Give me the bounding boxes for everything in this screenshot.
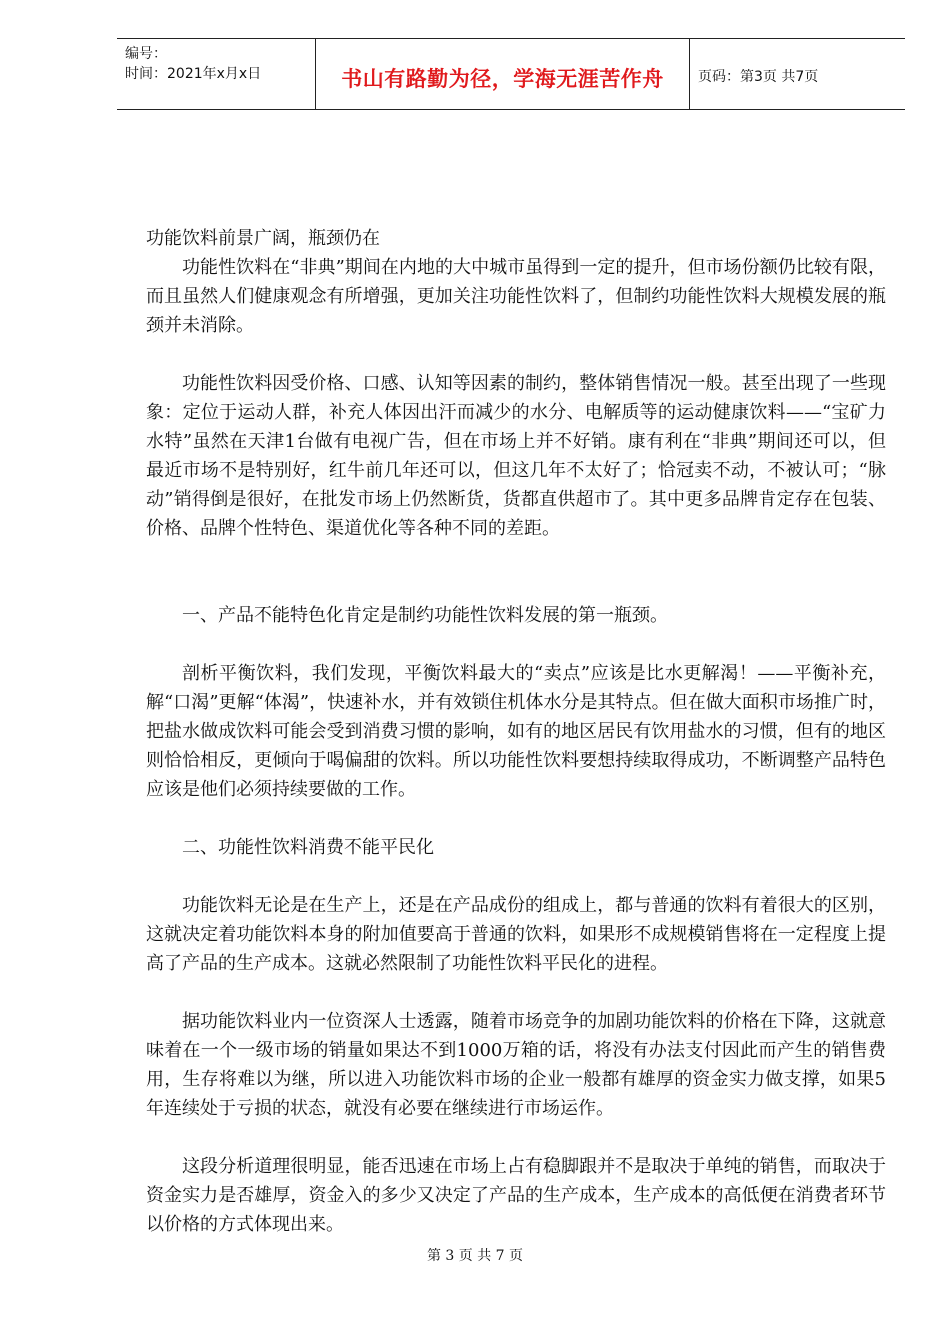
section-heading-1: 一、产品不能特色化肯定是制约功能性饮料发展的第一瓶颈。 — [182, 605, 668, 626]
paragraph-2: 功能性饮料因受价格、口感、认知等因素的制约，整体销售情况一般。甚至出现了一些现象：定位于运动人群，补充人体因出汗而减少的水分、电解质等的运动健康饮料——“宝矿力水特”虽然在天津1台做有电视广告，但在市场上并不好销。康有利在“非典”期间还可以，但最近市场不是特别好，红牛前几年还可以，但这几年不太好了；恰冠卖不动，不被认可；“脉动”销得倒是很好，在批发市场上仍然断货，货都直供超市了。其中更多品牌肯定存在包装、价格、品牌个性特色、渠道优化等各种不同的差距。 — [146, 373, 886, 539]
paragraph-4: 功能饮料无论是在生产上，还是在产品成份的组成上，都与普通的饮料有着很大的区别，这就决定着功能饮料本身的附加值要高于普通的饮料，如果形不成规模销售将在一定程度上提高了产品的生产成本。这就必然限制了功能性饮料平民化的进程。 — [146, 895, 886, 974]
header-motto-cell — [316, 39, 690, 109]
paragraph-3: 剖析平衡饮料，我们发现，平衡饮料最大的“卖点”应该是比水更解渴！——平衡补充，解“口渴”更解“体渴”，快速补水，并有效锁住机体水分是其特点。但在做大面积市场推广时，把盐水做成饮料可能会受到消费习惯的影响，如有的地区居民有饮用盐水的习惯，但有的地区则恰恰相反，更倾向于喝偏甜的饮料。所以功能性饮料要想持续取得成功，不断调整产品特色应该是他们必须持续要做的工作。 — [146, 663, 886, 800]
paragraph-6: 这段分析道理很明显，能否迅速在市场上占有稳脚跟并不是取决于单纯的销售，而取决于资金实力是否雄厚，资金入的多少又决定了产品的生产成本，生产成本的高低便在消费者环节以价格的方式体现出来。 — [146, 1156, 886, 1235]
article-body — [146, 224, 886, 1239]
paragraph-5: 据功能饮料业内一位资深人士透露，随着市场竞争的加剧功能饮料的价格在下降，这就意味着在一个一级市场的销量如果达不到1000万箱的话，将没有办法支付因此而产生的销售费用，生存将难以为继，所以进入功能饮料市场的企业一般都有雄厚的资金实力做支撑，如果5年连续处于亏损的状态，就没有必要在继续进行市场运作。 — [146, 1011, 886, 1119]
serial-number-label: 编号： — [125, 46, 167, 62]
date-label: 时间：2021年x月x日 — [125, 66, 262, 82]
header-meta-cell — [117, 39, 316, 109]
article-title: 功能饮料前景广阔，瓶颈仍在 — [146, 228, 380, 249]
header-page-cell — [690, 39, 905, 109]
page-footer: 第 3 页 共 7 页 — [426, 1248, 524, 1264]
page-header — [117, 38, 905, 110]
header-motto: 书山有路勤为径，学海无涯苦作舟 — [341, 67, 664, 91]
header-page-number: 页码：第3页 共7页 — [698, 69, 819, 85]
paragraph-1: 功能性饮料在“非典”期间在内地的大中城市虽得到一定的提升，但市场份额仍比较有限，而且虽然人们健康观念有所增强，更加关注功能性饮料了，但制约功能性饮料大规模发展的瓶颈并未消除。 — [146, 257, 886, 336]
section-heading-2: 二、功能性饮料消费不能平民化 — [182, 837, 434, 858]
